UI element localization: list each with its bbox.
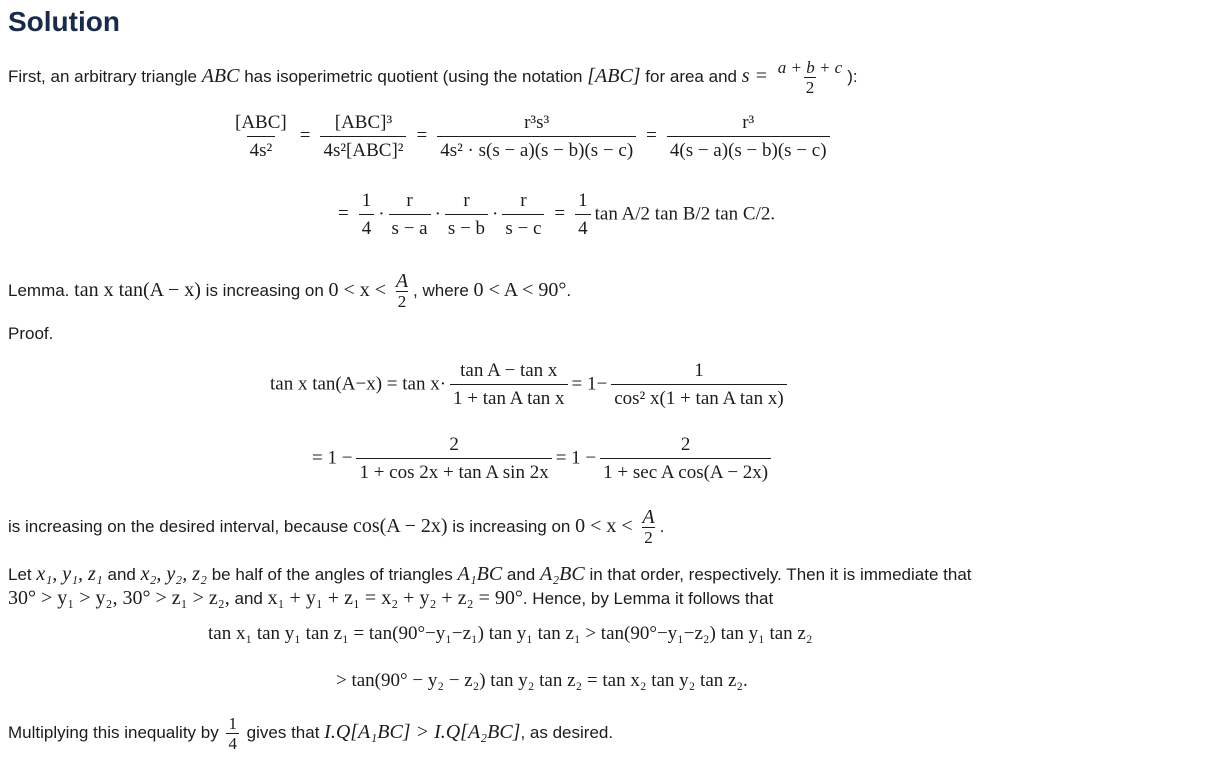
- equation-4: = 1 − $\frac{2}{\text{1 + cos 2x + tan A sin 2x}}$ = 1 − $\frac{2}{\text{1 + sec A cos(A − 2x)}}$: [312, 434, 775, 484]
- let-line-2: 30° > y₁ > y₂, 30° > z₁ > z₂, and x₁ + y₁ + z₁ = x₂ + y₂ + z₂ = 90°. Hence, by Lemma it follows that: [8, 587, 774, 609]
- equation-2: = $\frac{1}{4}$ · $\frac{r}{s - a}$ · $\frac{r}{s - b}$ · $\frac{r}{s - c}$ = $\frac{1}{4}$ tan A/2 tan B/2 tan C/2.: [338, 190, 776, 239]
- equation-6: > tan(90° − y₂ − z₂) tan y₂ tan z₂ = tan x₂ tan y₂ tan z₂.: [336, 670, 748, 691]
- equation-1: $\frac{\text{[ABC]}}{\text{4s²}}$ = $\frac{\text{[ABC]³}}{\text{4s²[ABC]²}}$ = $\frac{\text{r³s³}}{\text{4s² · s(s − a)(s − b)(s − c)}}$ = $\frac{\text{r³}}{4(s - a)(s - b)(s - c)}$: [228, 112, 834, 162]
- equation-3: tan x tan(A−x) = tan x· $\frac{\text{tan A − tan x}}{\text{1 + tan A tan x}}$ = 1− $\frac{1}{\text{cos² x(1 + tan A tan x)}}$: [270, 360, 791, 410]
- intro-line: First, an arbitrary triangle ABC has isoperimetric quotient (using the notation [ABC] for area and s = $\frac{a + b + c}{2}$ ):: [8, 58, 858, 97]
- solution-heading: Solution: [8, 6, 120, 37]
- semiperimeter-fraction: $\frac{a + b + c}{2}$: [777, 58, 843, 97]
- final-line: Multiplying this inequality by $\frac{1}{4}$ gives that I.Q[A₁BC] > I.Q[A₂BC], as desired.: [8, 714, 614, 753]
- proof-label: Proof.: [8, 324, 54, 343]
- increasing-line: is increasing on the desired interval, because cos(A − 2x) is increasing on 0 < x < $\frac{A}{2}$ .: [8, 506, 665, 547]
- let-line: Let x₁, y₁, z₁ and x₂, y₂, z₂ be half of the angles of triangles A₁BC and A₂BC in that order, respectively. Then it is immediate that: [8, 563, 972, 585]
- equation-5: tan x₁ tan y₁ tan z₁ = tan(90°−y₁−z₁) tan y₁ tan z₁ > tan(90°−y₁−z₂) tan y₁ tan z₂: [208, 623, 813, 644]
- lemma-line: Lemma. tan x tan(A − x) is increasing on 0 < x < $\frac{A}{2}$ , where 0 < A < 90°.: [8, 270, 572, 311]
